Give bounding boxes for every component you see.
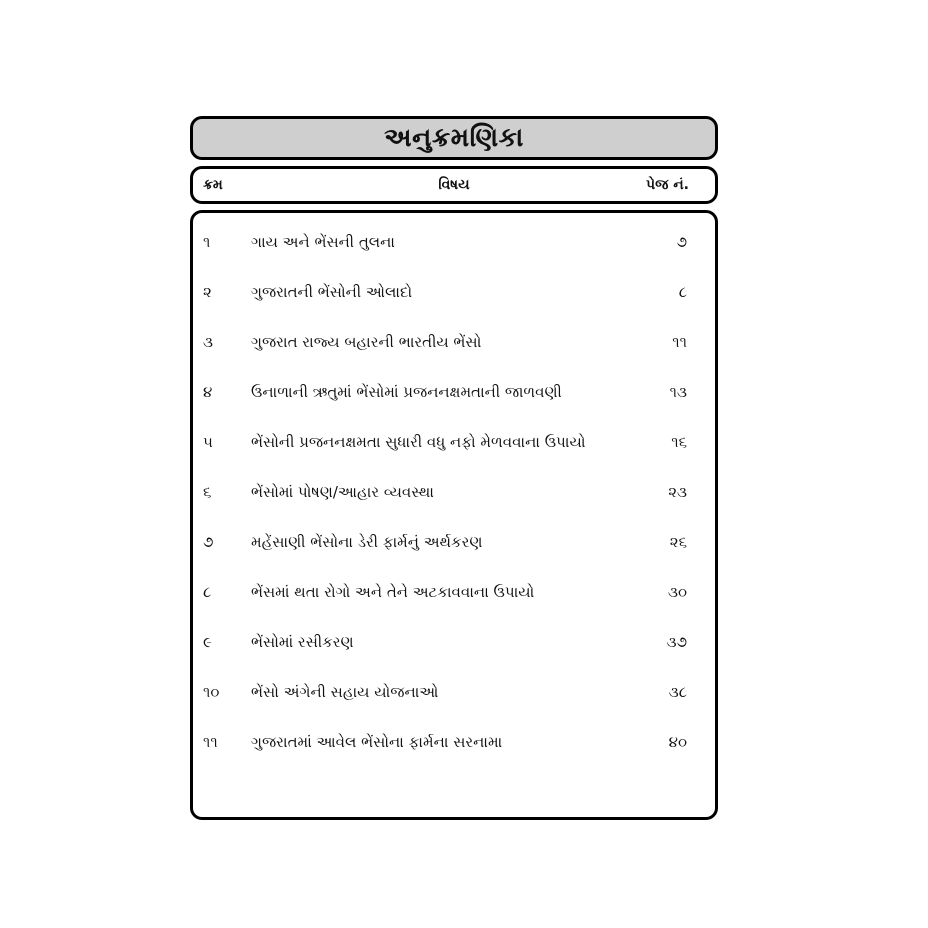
header-subject: વિષય: [438, 177, 470, 193]
header-page-number: પેજ નં.: [646, 177, 689, 193]
list-item[interactable]: [193, 627, 715, 657]
list-item[interactable]: [193, 677, 715, 707]
item-title: ભેંસોની પ્રજનનક્ષમતા સુધારી વધુ નફો મેળવવાના ઉપાયો: [251, 433, 586, 451]
item-title: ભેંસમાં થતા રોગો અને તેને અટકાવવાના ઉપાયો: [251, 583, 535, 601]
list-item[interactable]: [193, 227, 715, 257]
list-item[interactable]: [193, 427, 715, 457]
item-page: ૩૮: [668, 683, 687, 701]
item-number: ૫: [203, 433, 213, 451]
item-title: ગુજરાત રાજ્ય બહારની ભારતીય ભેંસો: [251, 333, 482, 351]
item-number: ૭: [203, 533, 214, 551]
header-serial-number: ક્રમ: [203, 177, 223, 193]
item-number: ૧૦: [203, 683, 220, 701]
item-title: ભેંસોમાં પોષણ/આહાર વ્યવસ્થા: [251, 483, 434, 501]
item-page: ૧૩: [669, 383, 687, 401]
item-page: ૪૦: [668, 733, 687, 751]
item-page: ૧૬: [671, 433, 687, 451]
item-page: ૨૬: [669, 533, 687, 551]
item-number: ૧૧: [203, 733, 218, 751]
item-number: ૪: [203, 383, 213, 401]
item-number: ૨: [203, 283, 212, 301]
item-page: ૩૦: [667, 583, 687, 601]
item-page: ૧૧: [672, 333, 687, 351]
item-page: ૩૭: [666, 633, 687, 651]
item-title: ઉનાળાની ઋતુમાં ભેંસોમાં પ્રજનનક્ષમતાની જાળવણી: [251, 383, 562, 401]
list-item[interactable]: [193, 527, 715, 557]
item-title: ગુજરાતની ભેંસોની ઓલાદો: [251, 283, 413, 301]
table-header: [190, 166, 718, 204]
index-title-box: [190, 116, 718, 160]
list-item[interactable]: [193, 377, 715, 407]
page-title: અનુક્રમણિકા: [384, 122, 524, 153]
item-page: ૨૩: [668, 483, 687, 501]
item-page: ૭: [676, 233, 687, 251]
item-number: ૯: [203, 633, 212, 651]
list-item[interactable]: [193, 477, 715, 507]
item-title: ગુજરાતમાં આવેલ ભેંસોના ફાર્મના સરનામા: [251, 733, 503, 751]
item-number: ૮: [203, 583, 212, 601]
item-number: ૩: [203, 333, 213, 351]
list-item[interactable]: [193, 277, 715, 307]
list-item[interactable]: [193, 577, 715, 607]
table-of-contents-list: [190, 210, 718, 820]
item-number: ૧: [203, 233, 211, 251]
item-title: ભેંસો અંગેની સહાય યોજનાઓ: [251, 683, 439, 701]
list-item[interactable]: [193, 727, 715, 757]
item-number: ૬: [203, 483, 212, 501]
item-page: ૮: [678, 283, 687, 301]
item-title: ગાય અને ભેંસની તુલના: [251, 233, 395, 251]
item-title: ભેંસોમાં રસીકરણ: [251, 633, 354, 651]
list-item[interactable]: [193, 327, 715, 357]
item-title: મહેંસાણી ભેંસોના ડેરી ફાર્મનું અર્થકરણ: [251, 533, 483, 551]
